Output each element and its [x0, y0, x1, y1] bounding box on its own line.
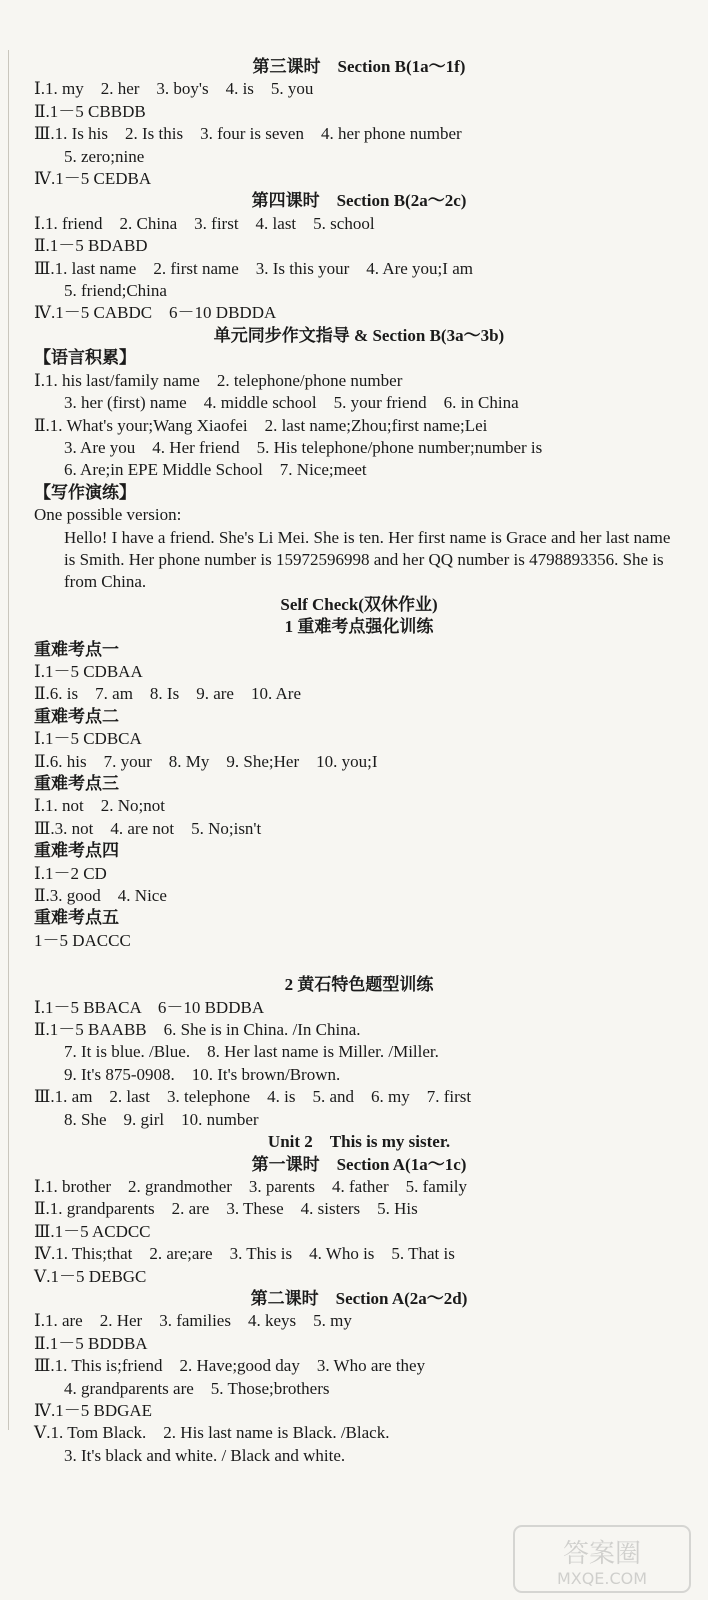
subsection-label: 重难考点一	[34, 639, 119, 659]
subsection-label: 【写作演练】	[34, 482, 136, 502]
subsection-label: 重难考点三	[34, 774, 119, 793]
answer-line: 7. It is blue. /Blue. 8. Her last name is Miller. /Miller.	[64, 1042, 439, 1062]
answer-line: Ⅱ.6. is 7. am 8. Is 9. are 10. Are	[34, 684, 301, 704]
answer-line: Ⅰ.1. my 2. her 3. boy's 4. is 5. you	[34, 79, 314, 99]
section-heading: 1 重难考点强化训练	[284, 617, 434, 637]
answer-line: Hello! I have a friend. She's Li Mei. She is ten. Her first name is Grace and her last name is Smith. Her phone number is 15972596998 and her QQ number is 4798893356. She is from China.	[64, 527, 671, 592]
answer-line: Ⅳ.1. This;that 2. are;are 3. This is 4. Who is 5. That is	[34, 1244, 455, 1264]
answer-line: Ⅲ.1－5 ACDCC	[34, 1221, 151, 1241]
answer-line: Ⅱ.1－5 BAABB 6. She is in China. /In China.	[34, 1020, 361, 1040]
answer-line: 4. grandparents are 5. Those;brothers	[64, 1378, 330, 1398]
answer-line: 3. It's black and white. / Black and white.	[64, 1445, 346, 1465]
answer-line: Ⅱ.1. What's your;Wang Xiaofei 2. last name;Zhou;first name;Lei	[34, 415, 488, 435]
margin-rule	[8, 50, 9, 1430]
section-heading: 第一课时 Section A(1a～1c)	[251, 1154, 467, 1174]
answer-line: Ⅱ.6. his 7. your 8. My 9. She;Her 10. you;I	[34, 751, 378, 771]
answer-line: 9. It's 875-0908. 10. It's brown/Brown.	[64, 1064, 341, 1084]
answer-line: Ⅰ.1－2 CD	[34, 863, 107, 883]
answer-line: Ⅰ.1. brother 2. grandmother 3. parents 4. father 5. family	[34, 1176, 468, 1196]
answer-line: Ⅱ.1－5 CBBDB	[34, 101, 146, 121]
answer-line: Ⅰ.1. his last/family name 2. telephone/phone number	[34, 370, 403, 390]
section-heading: 2 黄石特色题型训练	[284, 975, 434, 995]
subsection-label: 重难考点二	[34, 706, 119, 726]
answer-line: Ⅳ.1－5 CABDC 6－10 DBDDA	[34, 303, 277, 323]
section-heading: 第二课时 Section A(2a～2d)	[250, 1288, 468, 1308]
section-heading: 第三课时 Section B(1a～1f)	[252, 57, 466, 76]
answer-line: Ⅴ.1. Tom Black. 2. His last name is Black. /Black.	[34, 1423, 390, 1443]
answer-line: Ⅰ.1－5 BBACA 6－10 BDDBA	[34, 997, 265, 1017]
spacer	[34, 952, 684, 974]
answer-line: Ⅲ.1. This is;friend 2. Have;good day 3. Who are they	[34, 1356, 426, 1376]
section-heading: 单元同步作文指导 & Section B(3a～3b)	[213, 325, 505, 345]
answer-line: Ⅴ.1－5 DEBGC	[34, 1266, 147, 1286]
answer-line: Ⅲ.3. not 4. are not 5. No;isn't	[34, 818, 262, 838]
answer-line: Ⅲ.1. last name 2. first name 3. Is this your 4. Are you;I am	[34, 258, 473, 278]
subsection-label: 重难考点四	[34, 841, 119, 861]
answer-line: 8. She 9. girl 10. number	[64, 1109, 259, 1129]
section-heading: Unit 2 This is my sister.	[267, 1132, 451, 1152]
answer-line: Ⅰ.1. not 2. No;not	[34, 796, 165, 816]
svg-text:MXQE.COM: MXQE.COM	[556, 1569, 648, 1588]
answer-line: Ⅳ.1－5 BDGAE	[34, 1400, 153, 1420]
answer-content	[34, 56, 684, 1467]
svg-text:答案圈: 答案圈	[562, 1539, 642, 1569]
subsection-label: 【语言积累】	[34, 348, 136, 368]
answer-line: Ⅰ.1. friend 2. China 3. first 4. last 5. school	[34, 213, 375, 233]
answer-line: Ⅱ.1－5 BDDBA	[34, 1333, 148, 1353]
answer-line: 5. friend;China	[64, 281, 167, 301]
answer-line: 3. Are you 4. Her friend 5. His telephone/phone number;number is	[64, 437, 543, 457]
answer-line: Ⅲ.1. Is his 2. Is this 3. four is seven 4. her phone number	[34, 124, 462, 144]
answer-line: 1－5 DACCC	[34, 930, 131, 950]
answer-line: Ⅱ.1－5 BDABD	[34, 236, 148, 256]
subsection-label: 重难考点五	[34, 908, 119, 928]
answer-line: 6. Are;in EPE Middle School 7. Nice;meet	[64, 460, 367, 480]
answer-line: One possible version:	[34, 505, 182, 525]
answer-line: Ⅱ.3. good 4. Nice	[34, 886, 167, 906]
watermark-logo	[512, 1524, 692, 1594]
answer-line: Ⅲ.1. am 2. last 3. telephone 4. is 5. and 6. my 7. first	[34, 1087, 472, 1107]
answer-line: 5. zero;nine	[64, 146, 145, 166]
answer-line: Ⅰ.1－5 CDBAA	[34, 661, 143, 681]
answer-line: Ⅰ.1－5 CDBCA	[34, 729, 142, 749]
section-heading: Self Check(双休作业)	[280, 594, 438, 614]
answer-line: Ⅳ.1－5 CEDBA	[34, 169, 152, 189]
answer-line: 3. her (first) name 4. middle school 5. your friend 6. in China	[64, 393, 519, 413]
answer-line: Ⅰ.1. are 2. Her 3. families 4. keys 5. my	[34, 1311, 352, 1331]
answer-line: Ⅱ.1. grandparents 2. are 3. These 4. sisters 5. His	[34, 1199, 418, 1219]
section-heading: 第四课时 Section B(2a～2c)	[251, 191, 467, 211]
